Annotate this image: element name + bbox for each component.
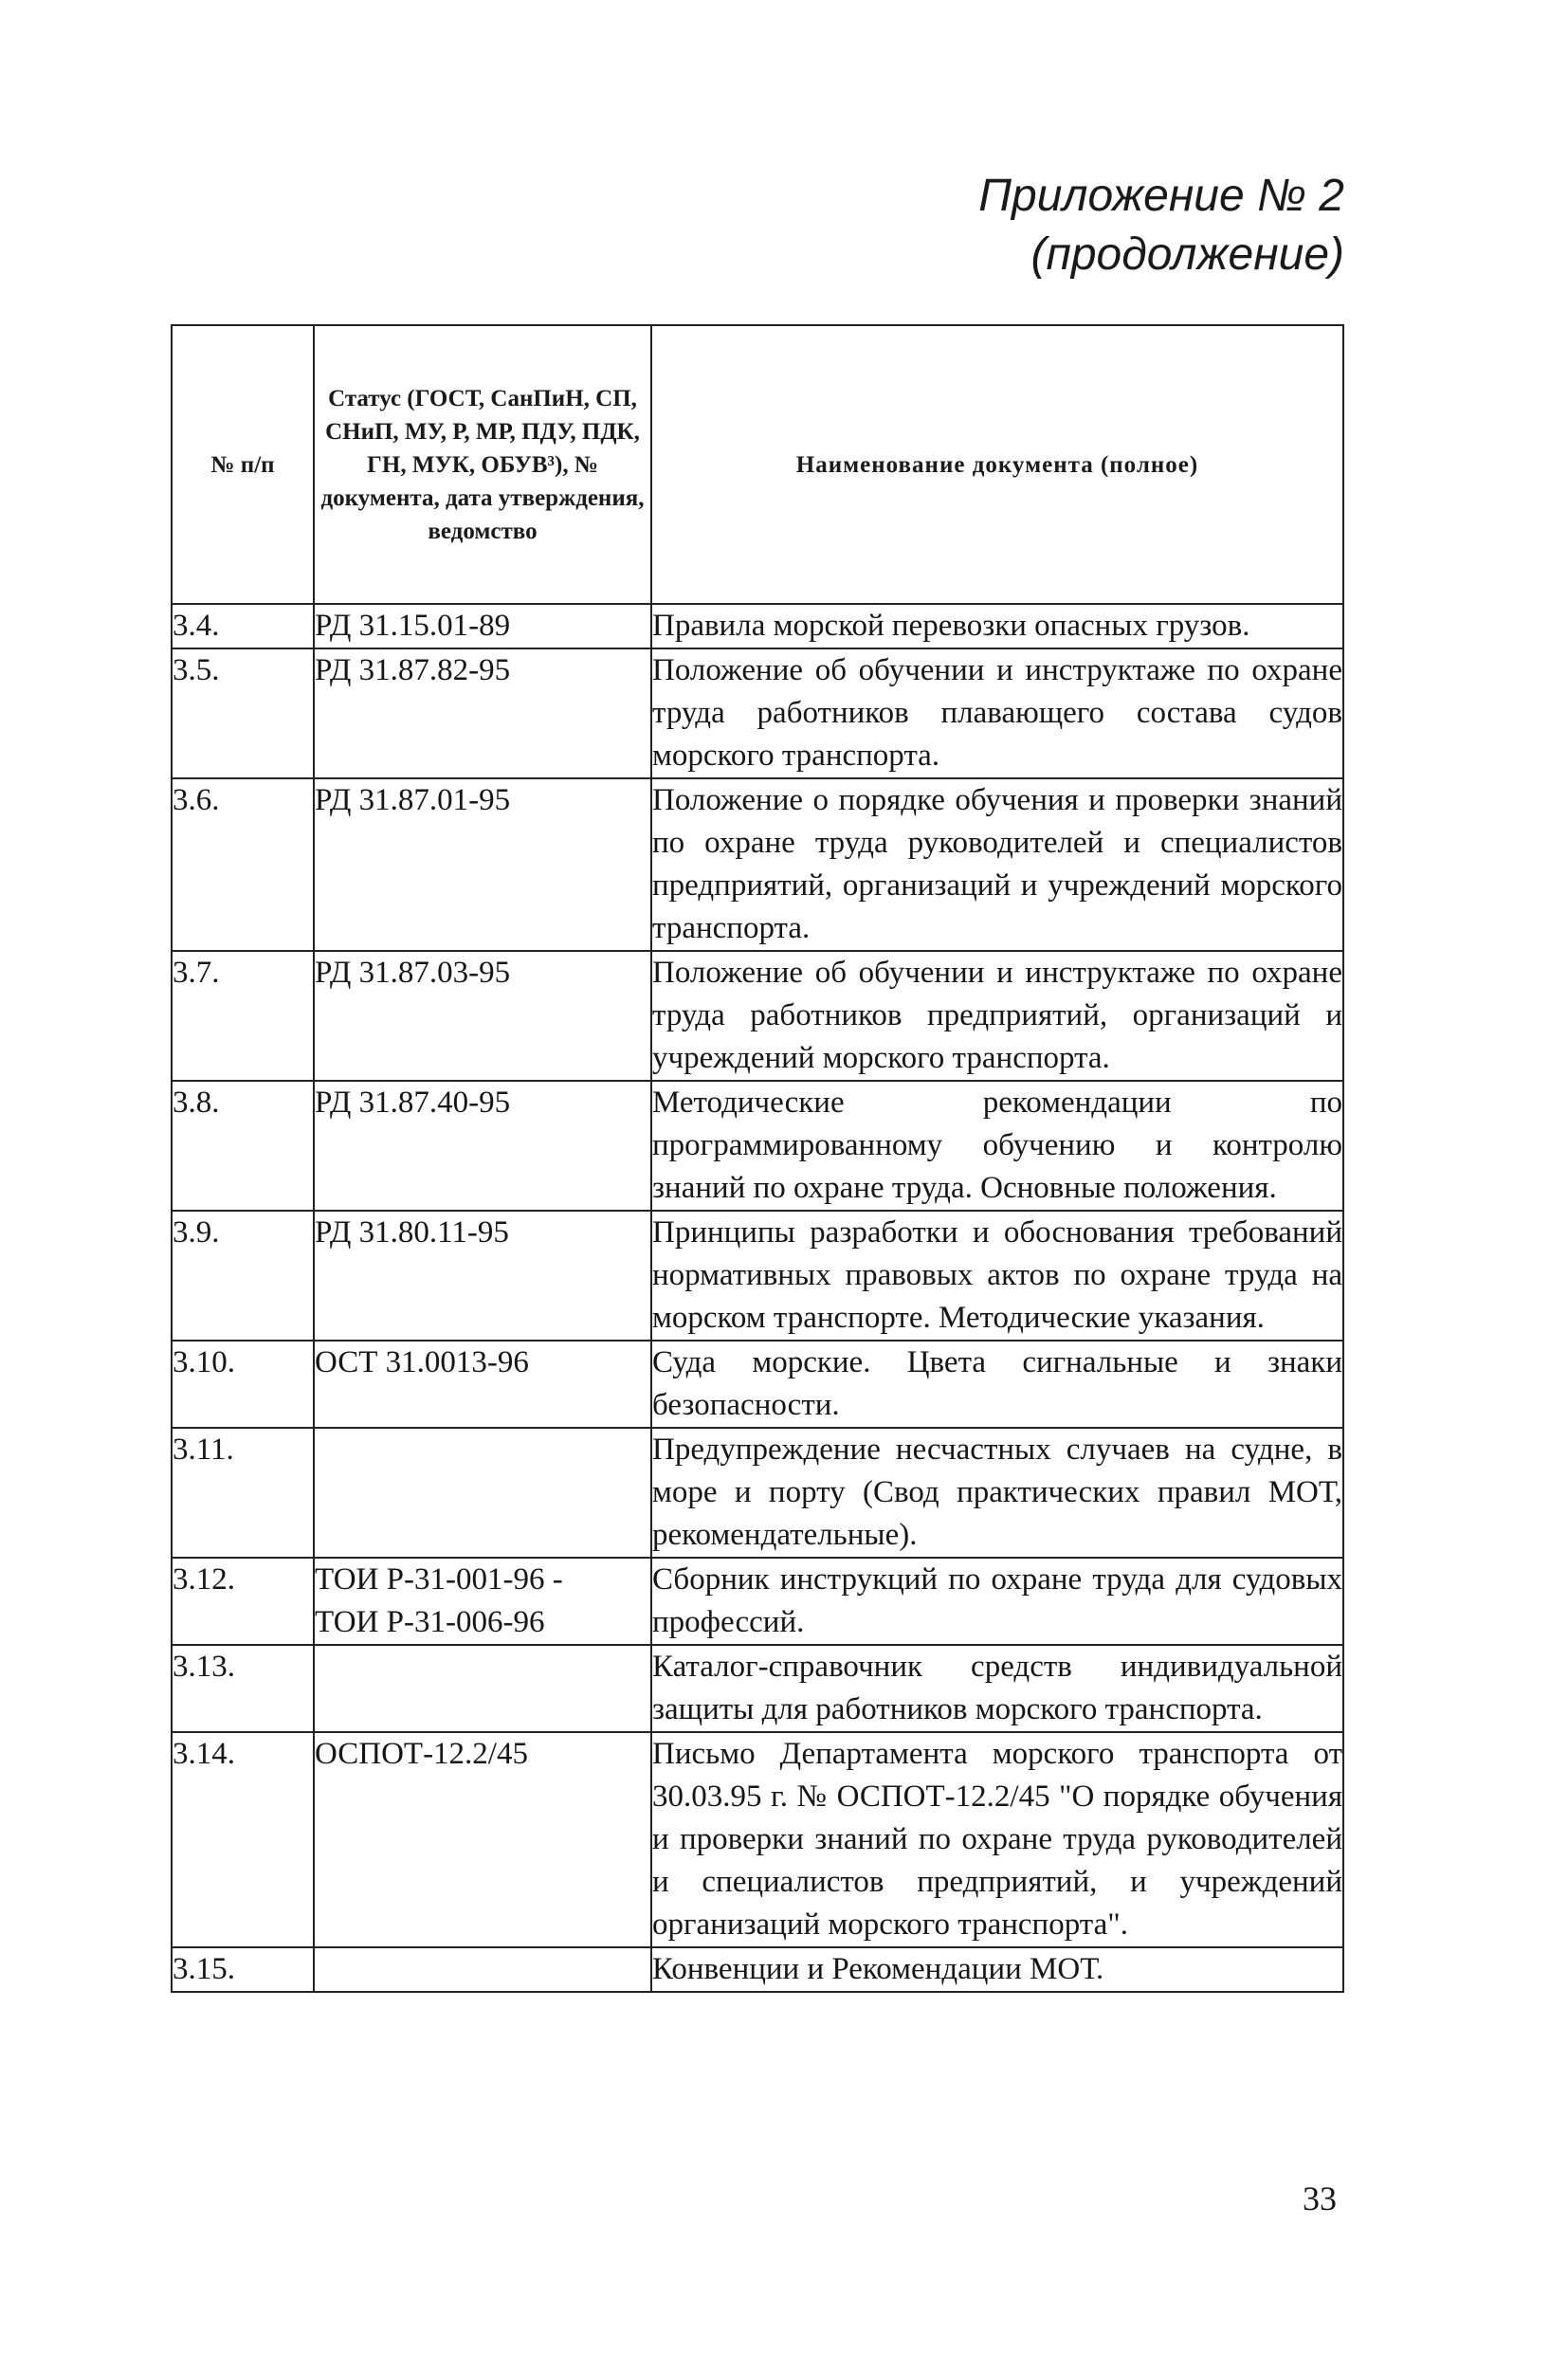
table-header-row bbox=[172, 325, 1343, 604]
row-name: Правила морской перевозки опасных грузов. bbox=[651, 604, 1343, 648]
row-status bbox=[314, 1645, 651, 1732]
row-name: Методические рекомендации по программированному обучению и контролю знаний по охране труда. Основные положения. bbox=[651, 1081, 1343, 1211]
column-header-status: Статус (ГОСТ, СанПиН, СП, СНиП, МУ, Р, МР, ПДУ, ПДК, ГН, МУК, ОБУВ³), № документа, дата утверждения, ведомство bbox=[314, 325, 651, 604]
row-number: 3.7. bbox=[172, 951, 314, 1081]
row-name: Положение об обучении и инструктаже по охране труда работников плавающего состава судов морского транспорта. bbox=[651, 648, 1343, 778]
row-number: 3.11. bbox=[172, 1428, 314, 1558]
row-number: 3.15. bbox=[172, 1947, 314, 1992]
row-status: ОСТ 31.0013-96 bbox=[314, 1341, 651, 1428]
row-number: 3.5. bbox=[172, 648, 314, 778]
row-status: РД 31.87.01-95 bbox=[314, 778, 651, 951]
row-name: Предупреждение несчастных случаев на судне, в море и порту (Свод практических правил МОТ, рекомендательные). bbox=[651, 1428, 1343, 1558]
table-row bbox=[172, 1558, 1343, 1645]
table-row bbox=[172, 1211, 1343, 1341]
row-name: Сборник инструкций по охране труда для судовых профессий. bbox=[651, 1558, 1343, 1645]
appendix-heading bbox=[978, 167, 1344, 284]
row-status: РД 31.87.40-95 bbox=[314, 1081, 651, 1211]
row-name: Суда морские. Цвета сигнальные и знаки безопасности. bbox=[651, 1341, 1343, 1428]
table-row bbox=[172, 951, 1343, 1081]
table-row bbox=[172, 1645, 1343, 1732]
row-status bbox=[314, 1428, 651, 1558]
row-name: Положение о порядке обучения и проверки знаний по охране труда руководителей и специалистов предприятий, организаций и учреждений морского транспорта. bbox=[651, 778, 1343, 951]
table-row bbox=[172, 1732, 1343, 1947]
row-status: РД 31.80.11-95 bbox=[314, 1211, 651, 1341]
table-body bbox=[172, 604, 1343, 1992]
row-status: РД 31.87.82-95 bbox=[314, 648, 651, 778]
column-header-number: № п/п bbox=[172, 325, 314, 604]
table-row bbox=[172, 1428, 1343, 1558]
column-header-name: Наименование документа (полное) bbox=[651, 325, 1343, 604]
row-number: 3.14. bbox=[172, 1732, 314, 1947]
table-row bbox=[172, 604, 1343, 648]
table-row bbox=[172, 1081, 1343, 1211]
row-number: 3.6. bbox=[172, 778, 314, 951]
row-name: Положение об обучении и инструктаже по охране труда работников предприятий, организаций и учреждений морского транспорта. bbox=[651, 951, 1343, 1081]
row-number: 3.13. bbox=[172, 1645, 314, 1732]
row-status: ОСПОТ-12.2/45 bbox=[314, 1732, 651, 1947]
appendix-title: Приложение № 2 bbox=[978, 171, 1344, 221]
row-name: Письмо Департамента морского транспорта от 30.03.95 г. № ОСПОТ-12.2/45 "О порядке обучения и проверки знаний по охране труда руководителей и специалистов предприятий, и учреждений организаций морского транспорта". bbox=[651, 1732, 1343, 1947]
row-name: Конвенции и Рекомендации МОТ. bbox=[651, 1947, 1343, 1992]
table-row bbox=[172, 648, 1343, 778]
appendix-subtitle: (продолжение) bbox=[1030, 229, 1344, 280]
table-row bbox=[172, 1341, 1343, 1428]
table-row bbox=[172, 1947, 1343, 1992]
row-number: 3.8. bbox=[172, 1081, 314, 1211]
row-name: Принципы разработки и обоснования требований нормативных правовых актов по охране труда на морском транспорте. Методические указания. bbox=[651, 1211, 1343, 1341]
row-number: 3.10. bbox=[172, 1341, 314, 1428]
row-number: 3.9. bbox=[172, 1211, 314, 1341]
row-name: Каталог-справочник средств индивидуальной защиты для работников морского транспорта. bbox=[651, 1645, 1343, 1732]
row-status: РД 31.87.03-95 bbox=[314, 951, 651, 1081]
row-number: 3.4. bbox=[172, 604, 314, 648]
documents-table bbox=[171, 324, 1344, 1993]
row-status: ТОИ Р-31-001-96 - ТОИ Р-31-006-96 bbox=[314, 1558, 651, 1645]
page-number: 33 bbox=[1303, 2180, 1337, 2218]
row-status: РД 31.15.01-89 bbox=[314, 604, 651, 648]
row-number: 3.12. bbox=[172, 1558, 314, 1645]
row-status bbox=[314, 1947, 651, 1992]
table-row bbox=[172, 778, 1343, 951]
